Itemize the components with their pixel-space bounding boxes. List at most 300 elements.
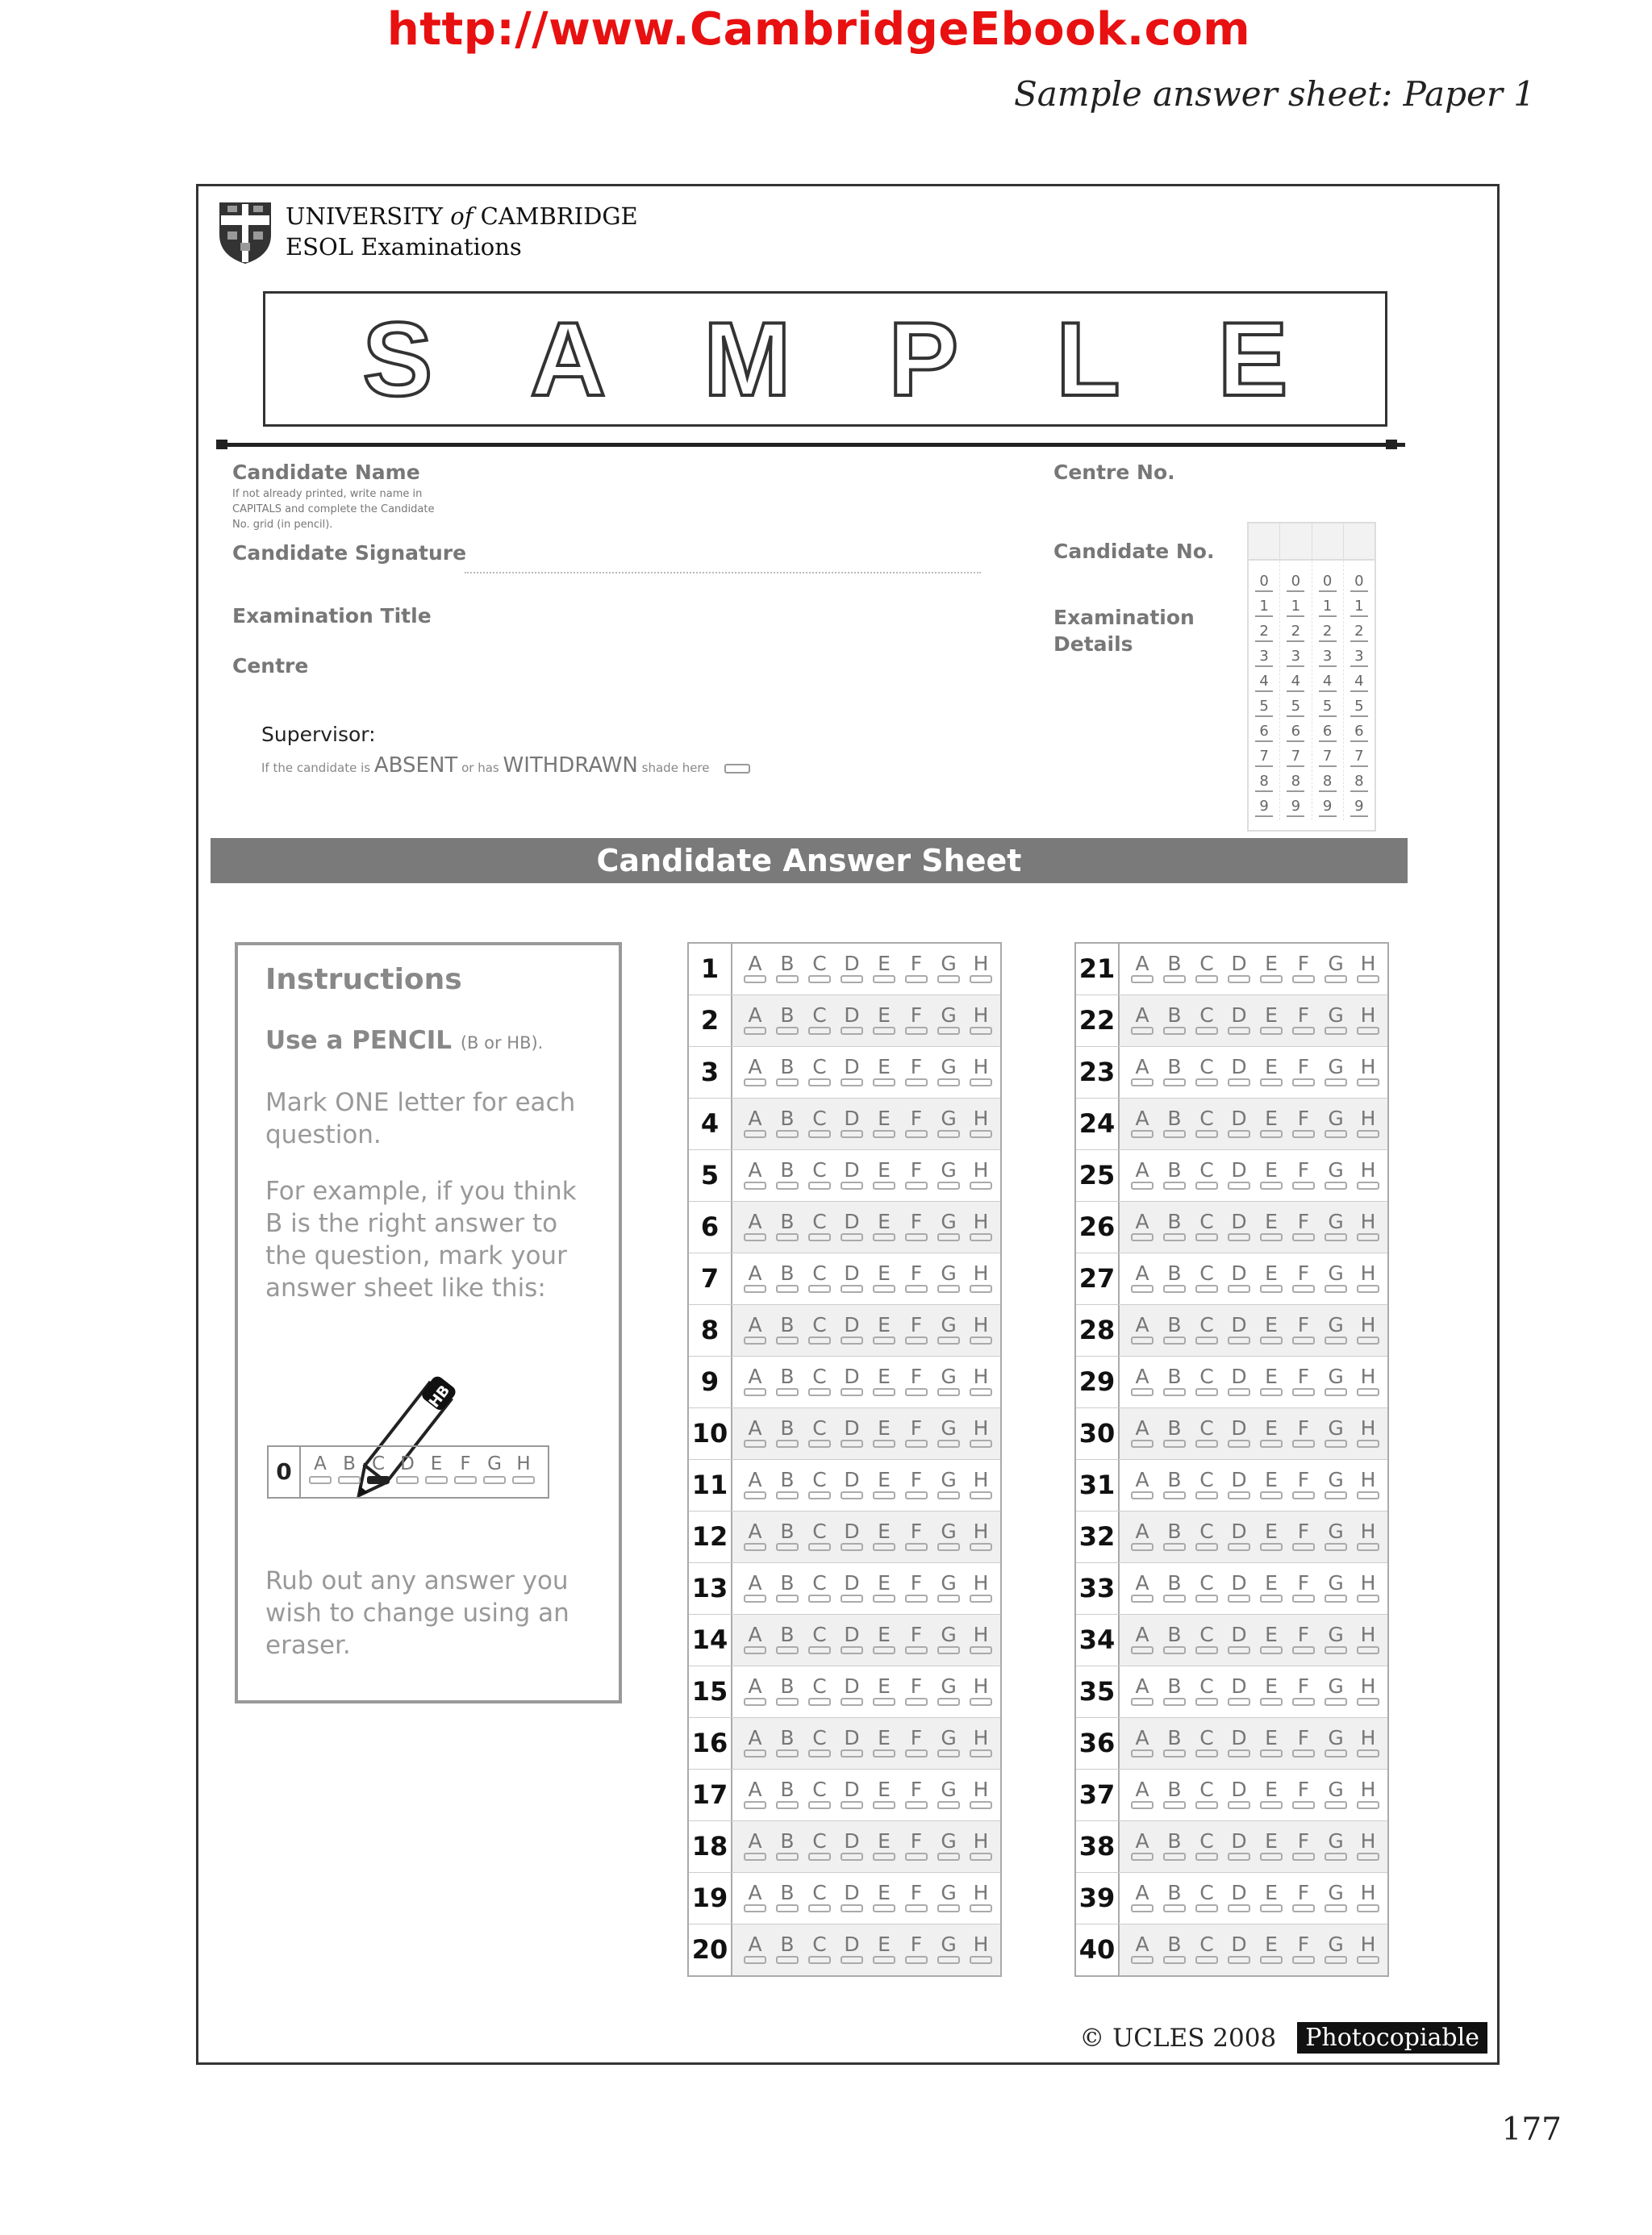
candidate-no-digit-bubble[interactable]: 6 bbox=[1285, 720, 1306, 745]
answer-bubble-b[interactable]: B bbox=[1158, 1305, 1191, 1356]
answer-bubble-g[interactable]: G bbox=[1320, 1202, 1352, 1253]
answer-bubble-g[interactable]: G bbox=[1320, 995, 1352, 1046]
answer-bubble-e[interactable]: E bbox=[868, 1770, 900, 1820]
answer-bubble-f[interactable]: F bbox=[900, 1202, 932, 1253]
answer-bubble-d[interactable]: D bbox=[1223, 1512, 1255, 1562]
candidate-no-digit-box[interactable] bbox=[1280, 523, 1312, 559]
answer-bubble-c[interactable]: C bbox=[1191, 1770, 1223, 1820]
answer-bubble-g[interactable]: G bbox=[1320, 1718, 1352, 1769]
answer-bubble-d[interactable]: D bbox=[1223, 995, 1255, 1046]
answer-bubble-e[interactable]: E bbox=[868, 1305, 900, 1356]
answer-bubble-f[interactable]: F bbox=[900, 1047, 932, 1098]
answer-bubble-h[interactable]: H bbox=[965, 1150, 997, 1201]
absent-shade-box[interactable] bbox=[724, 764, 750, 773]
answer-bubble-d[interactable]: D bbox=[836, 1924, 868, 1975]
answer-bubble-d[interactable]: D bbox=[836, 1563, 868, 1614]
answer-bubble-d[interactable]: D bbox=[836, 1047, 868, 1098]
candidate-no-digit-bubble[interactable]: 1 bbox=[1254, 595, 1274, 620]
answer-bubble-e[interactable]: E bbox=[868, 1357, 900, 1407]
answer-bubble-e[interactable]: E bbox=[868, 1460, 900, 1511]
answer-bubble-h[interactable]: H bbox=[1352, 1821, 1384, 1872]
answer-bubble-a[interactable]: A bbox=[739, 1460, 771, 1511]
answer-bubble-d[interactable]: D bbox=[1223, 1305, 1255, 1356]
answer-bubble-h[interactable]: H bbox=[1352, 1202, 1384, 1253]
answer-bubble-b[interactable]: B bbox=[771, 1099, 803, 1149]
answer-bubble-h[interactable]: H bbox=[965, 1253, 997, 1304]
answer-bubble-h[interactable]: H bbox=[1352, 1718, 1384, 1769]
answer-bubble-f[interactable]: F bbox=[1287, 1615, 1320, 1666]
answer-bubble-b[interactable]: B bbox=[771, 1253, 803, 1304]
answer-bubble-e[interactable]: E bbox=[868, 1099, 900, 1149]
answer-bubble-e[interactable]: E bbox=[868, 1718, 900, 1769]
answer-bubble-d[interactable]: D bbox=[836, 995, 868, 1046]
answer-bubble-a[interactable]: A bbox=[1126, 1770, 1158, 1820]
answer-bubble-a[interactable]: A bbox=[739, 1770, 771, 1820]
answer-bubble-c[interactable]: C bbox=[1191, 1150, 1223, 1201]
answer-bubble-a[interactable]: A bbox=[1126, 1666, 1158, 1717]
answer-bubble-c[interactable]: C bbox=[1191, 1666, 1223, 1717]
answer-bubble-c[interactable]: C bbox=[803, 1150, 836, 1201]
answer-bubble-b[interactable]: B bbox=[771, 1563, 803, 1614]
answer-bubble-e[interactable]: E bbox=[868, 1563, 900, 1614]
answer-bubble-h[interactable]: H bbox=[965, 1512, 997, 1562]
answer-bubble-d[interactable]: D bbox=[1223, 1099, 1255, 1149]
answer-bubble-e[interactable]: E bbox=[868, 1821, 900, 1872]
answer-bubble-g[interactable]: G bbox=[1320, 1357, 1352, 1407]
candidate-no-digit-bubble[interactable]: 6 bbox=[1254, 720, 1274, 745]
candidate-no-digit-bubble[interactable]: 9 bbox=[1349, 795, 1370, 820]
answer-bubble-c[interactable]: C bbox=[803, 1305, 836, 1356]
candidate-no-digit-bubble[interactable]: 9 bbox=[1317, 795, 1338, 820]
answer-bubble-d[interactable]: D bbox=[836, 1821, 868, 1872]
answer-bubble-a[interactable]: A bbox=[1126, 1150, 1158, 1201]
candidate-no-digit-bubble[interactable]: 8 bbox=[1285, 770, 1306, 795]
answer-bubble-c[interactable]: C bbox=[1191, 1873, 1223, 1924]
answer-bubble-c[interactable]: C bbox=[803, 1563, 836, 1614]
answer-bubble-h[interactable]: H bbox=[965, 1357, 997, 1407]
candidate-no-digit-bubble[interactable]: 3 bbox=[1254, 645, 1274, 670]
answer-bubble-e[interactable]: E bbox=[1255, 1563, 1287, 1614]
answer-bubble-d[interactable]: D bbox=[836, 1718, 868, 1769]
answer-bubble-c[interactable]: C bbox=[803, 1202, 836, 1253]
answer-bubble-g[interactable]: G bbox=[1320, 1666, 1352, 1717]
answer-bubble-f[interactable]: F bbox=[900, 1770, 932, 1820]
candidate-no-digit-bubble[interactable]: 8 bbox=[1349, 770, 1370, 795]
answer-bubble-f[interactable]: F bbox=[900, 1512, 932, 1562]
answer-bubble-d[interactable]: D bbox=[1223, 1770, 1255, 1820]
answer-bubble-b[interactable]: B bbox=[1158, 1873, 1191, 1924]
answer-bubble-d[interactable]: D bbox=[836, 1408, 868, 1459]
answer-bubble-g[interactable]: G bbox=[1320, 1615, 1352, 1666]
answer-bubble-f[interactable]: F bbox=[1287, 1563, 1320, 1614]
answer-bubble-c[interactable]: C bbox=[803, 1924, 836, 1975]
answer-bubble-e[interactable]: E bbox=[1255, 1305, 1287, 1356]
answer-bubble-c[interactable]: C bbox=[803, 1821, 836, 1872]
answer-bubble-g[interactable]: G bbox=[1320, 1512, 1352, 1562]
answer-bubble-e[interactable]: E bbox=[1255, 1460, 1287, 1511]
answer-bubble-d[interactable]: D bbox=[1223, 1873, 1255, 1924]
answer-bubble-b[interactable]: B bbox=[771, 1150, 803, 1201]
answer-bubble-a[interactable]: A bbox=[1126, 1099, 1158, 1149]
answer-bubble-c[interactable]: C bbox=[803, 1615, 836, 1666]
answer-bubble-c[interactable]: C bbox=[1191, 1718, 1223, 1769]
answer-bubble-a[interactable]: A bbox=[739, 944, 771, 994]
answer-bubble-c[interactable]: C bbox=[803, 1047, 836, 1098]
answer-bubble-c[interactable]: C bbox=[1191, 1460, 1223, 1511]
answer-bubble-g[interactable]: G bbox=[1320, 1924, 1352, 1975]
answer-bubble-g[interactable]: G bbox=[1320, 1821, 1352, 1872]
answer-bubble-e[interactable]: E bbox=[1255, 1047, 1287, 1098]
answer-bubble-a[interactable]: A bbox=[1126, 1718, 1158, 1769]
answer-bubble-b[interactable]: B bbox=[771, 1357, 803, 1407]
answer-bubble-c[interactable]: C bbox=[1191, 1202, 1223, 1253]
answer-bubble-e[interactable]: E bbox=[868, 1202, 900, 1253]
answer-bubble-e[interactable]: E bbox=[1255, 1770, 1287, 1820]
answer-bubble-h[interactable]: H bbox=[1352, 1666, 1384, 1717]
answer-bubble-e[interactable]: E bbox=[1255, 1924, 1287, 1975]
answer-bubble-b[interactable]: B bbox=[1158, 944, 1191, 994]
answer-bubble-d[interactable]: D bbox=[836, 1615, 868, 1666]
answer-bubble-d[interactable]: D bbox=[836, 1666, 868, 1717]
answer-bubble-b[interactable]: B bbox=[771, 1460, 803, 1511]
answer-bubble-c[interactable]: C bbox=[1191, 944, 1223, 994]
answer-bubble-a[interactable]: A bbox=[739, 1408, 771, 1459]
answer-bubble-h[interactable]: H bbox=[965, 1924, 997, 1975]
answer-bubble-f[interactable]: F bbox=[1287, 1357, 1320, 1407]
candidate-no-digit-bubble[interactable]: 3 bbox=[1317, 645, 1338, 670]
answer-bubble-c[interactable]: C bbox=[1191, 1253, 1223, 1304]
answer-bubble-g[interactable]: G bbox=[932, 1305, 965, 1356]
answer-bubble-e[interactable]: E bbox=[868, 1924, 900, 1975]
answer-bubble-h[interactable]: H bbox=[965, 995, 997, 1046]
candidate-no-digit-bubble[interactable]: 4 bbox=[1317, 670, 1338, 695]
answer-bubble-c[interactable]: C bbox=[803, 995, 836, 1046]
candidate-no-digit-bubble[interactable]: 7 bbox=[1349, 745, 1370, 770]
answer-bubble-f[interactable]: F bbox=[1287, 1099, 1320, 1149]
answer-bubble-g[interactable]: G bbox=[932, 1150, 965, 1201]
answer-bubble-f[interactable]: F bbox=[900, 944, 932, 994]
answer-bubble-g[interactable]: G bbox=[932, 1408, 965, 1459]
answer-bubble-g[interactable]: G bbox=[932, 995, 965, 1046]
answer-bubble-h[interactable]: H bbox=[1352, 1253, 1384, 1304]
answer-bubble-e[interactable]: E bbox=[1255, 1150, 1287, 1201]
answer-bubble-a[interactable]: A bbox=[1126, 1512, 1158, 1562]
answer-bubble-h[interactable]: H bbox=[1352, 1770, 1384, 1820]
answer-bubble-f[interactable]: F bbox=[1287, 1253, 1320, 1304]
answer-bubble-h[interactable]: H bbox=[1352, 1150, 1384, 1201]
answer-bubble-c[interactable]: C bbox=[803, 1666, 836, 1717]
answer-bubble-d[interactable]: D bbox=[1223, 1821, 1255, 1872]
candidate-no-digit-box[interactable] bbox=[1344, 523, 1375, 559]
answer-bubble-a[interactable]: A bbox=[1126, 1305, 1158, 1356]
answer-bubble-b[interactable]: B bbox=[771, 995, 803, 1046]
answer-bubble-e[interactable]: E bbox=[1255, 1718, 1287, 1769]
answer-bubble-b[interactable]: B bbox=[771, 1047, 803, 1098]
answer-bubble-g[interactable]: G bbox=[932, 1718, 965, 1769]
answer-bubble-f[interactable]: F bbox=[1287, 1770, 1320, 1820]
answer-bubble-h[interactable]: H bbox=[965, 1408, 997, 1459]
candidate-no-digit-bubble[interactable]: 4 bbox=[1349, 670, 1370, 695]
answer-bubble-b[interactable]: B bbox=[771, 1770, 803, 1820]
answer-bubble-d[interactable]: D bbox=[836, 1099, 868, 1149]
answer-bubble-b[interactable]: B bbox=[1158, 1615, 1191, 1666]
answer-bubble-f[interactable]: F bbox=[1287, 1202, 1320, 1253]
answer-bubble-e[interactable]: E bbox=[1255, 944, 1287, 994]
answer-bubble-a[interactable]: A bbox=[739, 1666, 771, 1717]
answer-bubble-f[interactable]: F bbox=[900, 1408, 932, 1459]
answer-bubble-g[interactable]: G bbox=[1320, 1253, 1352, 1304]
answer-bubble-f[interactable]: F bbox=[1287, 1512, 1320, 1562]
candidate-no-digit-bubble[interactable]: 1 bbox=[1317, 595, 1338, 620]
candidate-no-digit-bubble[interactable]: 2 bbox=[1254, 620, 1274, 645]
answer-bubble-e[interactable]: E bbox=[1255, 1099, 1287, 1149]
answer-bubble-e[interactable]: E bbox=[1255, 995, 1287, 1046]
answer-bubble-g[interactable]: G bbox=[932, 1563, 965, 1614]
answer-bubble-a[interactable]: A bbox=[739, 1202, 771, 1253]
answer-bubble-b[interactable]: B bbox=[771, 1924, 803, 1975]
answer-bubble-c[interactable]: C bbox=[803, 1460, 836, 1511]
candidate-no-digit-bubble[interactable]: 0 bbox=[1254, 570, 1274, 595]
answer-bubble-e[interactable]: E bbox=[868, 1150, 900, 1201]
candidate-no-digit-bubble[interactable]: 0 bbox=[1285, 570, 1306, 595]
answer-bubble-a[interactable]: A bbox=[739, 1150, 771, 1201]
candidate-no-digit-bubble[interactable]: 5 bbox=[1254, 695, 1274, 720]
answer-bubble-f[interactable]: F bbox=[900, 1615, 932, 1666]
candidate-no-digit-box[interactable] bbox=[1249, 523, 1280, 559]
answer-bubble-g[interactable]: G bbox=[1320, 1460, 1352, 1511]
answer-bubble-f[interactable]: F bbox=[1287, 1047, 1320, 1098]
answer-bubble-d[interactable]: D bbox=[1223, 1615, 1255, 1666]
answer-bubble-e[interactable]: E bbox=[1255, 1202, 1287, 1253]
answer-bubble-b[interactable]: B bbox=[1158, 1357, 1191, 1407]
answer-bubble-g[interactable]: G bbox=[1320, 1408, 1352, 1459]
candidate-no-digit-bubble[interactable]: 6 bbox=[1317, 720, 1338, 745]
answer-bubble-f[interactable]: F bbox=[900, 995, 932, 1046]
answer-bubble-b[interactable]: B bbox=[771, 1408, 803, 1459]
answer-bubble-c[interactable]: C bbox=[803, 944, 836, 994]
answer-bubble-g[interactable]: G bbox=[932, 1253, 965, 1304]
candidate-no-digit-bubble[interactable]: 9 bbox=[1285, 795, 1306, 820]
answer-bubble-a[interactable]: A bbox=[739, 1924, 771, 1975]
answer-bubble-b[interactable]: B bbox=[1158, 1563, 1191, 1614]
answer-bubble-g[interactable]: G bbox=[932, 1666, 965, 1717]
answer-bubble-h[interactable]: H bbox=[965, 1305, 997, 1356]
answer-bubble-b[interactable]: B bbox=[1158, 1770, 1191, 1820]
answer-bubble-a[interactable]: A bbox=[739, 1099, 771, 1149]
answer-bubble-h[interactable]: H bbox=[965, 1821, 997, 1872]
answer-bubble-b[interactable]: B bbox=[771, 1202, 803, 1253]
answer-bubble-a[interactable]: A bbox=[1126, 1821, 1158, 1872]
answer-bubble-f[interactable]: F bbox=[1287, 1460, 1320, 1511]
answer-bubble-c[interactable]: C bbox=[1191, 1099, 1223, 1149]
answer-bubble-f[interactable]: F bbox=[1287, 995, 1320, 1046]
answer-bubble-f[interactable]: F bbox=[900, 1666, 932, 1717]
answer-bubble-f[interactable]: F bbox=[1287, 1821, 1320, 1872]
candidate-no-digit-bubble[interactable]: 7 bbox=[1254, 745, 1274, 770]
answer-bubble-a[interactable]: A bbox=[739, 1253, 771, 1304]
answer-bubble-h[interactable]: H bbox=[1352, 1047, 1384, 1098]
answer-bubble-c[interactable]: C bbox=[1191, 1357, 1223, 1407]
answer-bubble-a[interactable]: A bbox=[1126, 1357, 1158, 1407]
candidate-no-digit-box[interactable] bbox=[1312, 523, 1344, 559]
answer-bubble-e[interactable]: E bbox=[1255, 1615, 1287, 1666]
answer-bubble-b[interactable]: B bbox=[1158, 995, 1191, 1046]
answer-bubble-b[interactable]: B bbox=[771, 1718, 803, 1769]
answer-bubble-b[interactable]: B bbox=[1158, 1460, 1191, 1511]
answer-bubble-h[interactable]: H bbox=[1352, 1305, 1384, 1356]
answer-bubble-h[interactable]: H bbox=[1352, 1460, 1384, 1511]
answer-bubble-d[interactable]: D bbox=[836, 1253, 868, 1304]
answer-bubble-g[interactable]: G bbox=[932, 1047, 965, 1098]
answer-bubble-f[interactable]: F bbox=[900, 1357, 932, 1407]
answer-bubble-d[interactable]: D bbox=[1223, 1202, 1255, 1253]
answer-bubble-e[interactable]: E bbox=[868, 1253, 900, 1304]
answer-bubble-d[interactable]: D bbox=[836, 1202, 868, 1253]
answer-bubble-b[interactable]: B bbox=[1158, 1099, 1191, 1149]
candidate-no-digit-bubble[interactable]: 9 bbox=[1254, 795, 1274, 820]
answer-bubble-e[interactable]: E bbox=[868, 1408, 900, 1459]
answer-bubble-e[interactable]: E bbox=[1255, 1873, 1287, 1924]
answer-bubble-f[interactable]: F bbox=[900, 1150, 932, 1201]
answer-bubble-a[interactable]: A bbox=[1126, 1047, 1158, 1098]
answer-bubble-c[interactable]: C bbox=[1191, 995, 1223, 1046]
answer-bubble-e[interactable]: E bbox=[1255, 1357, 1287, 1407]
answer-bubble-g[interactable]: G bbox=[932, 1924, 965, 1975]
answer-bubble-h[interactable]: H bbox=[1352, 1408, 1384, 1459]
answer-bubble-f[interactable]: F bbox=[900, 1305, 932, 1356]
signature-line[interactable] bbox=[465, 572, 981, 573]
answer-bubble-b[interactable]: B bbox=[1158, 1047, 1191, 1098]
answer-bubble-c[interactable]: C bbox=[803, 1873, 836, 1924]
answer-bubble-f[interactable]: F bbox=[900, 1821, 932, 1872]
answer-bubble-b[interactable]: B bbox=[771, 1305, 803, 1356]
answer-bubble-b[interactable]: B bbox=[1158, 1408, 1191, 1459]
answer-bubble-d[interactable]: D bbox=[1223, 1563, 1255, 1614]
answer-bubble-a[interactable]: A bbox=[739, 1563, 771, 1614]
answer-bubble-e[interactable]: E bbox=[1255, 1253, 1287, 1304]
answer-bubble-b[interactable]: B bbox=[1158, 1202, 1191, 1253]
answer-bubble-e[interactable]: E bbox=[868, 1615, 900, 1666]
answer-bubble-d[interactable]: D bbox=[1223, 1253, 1255, 1304]
answer-bubble-d[interactable]: D bbox=[836, 1460, 868, 1511]
answer-bubble-e[interactable]: E bbox=[868, 1512, 900, 1562]
candidate-no-digit-bubble[interactable]: 3 bbox=[1285, 645, 1306, 670]
answer-bubble-g[interactable]: G bbox=[1320, 944, 1352, 994]
answer-bubble-h[interactable]: H bbox=[965, 1460, 997, 1511]
candidate-no-digit-bubble[interactable]: 2 bbox=[1285, 620, 1306, 645]
answer-bubble-f[interactable]: F bbox=[1287, 1873, 1320, 1924]
answer-bubble-a[interactable]: A bbox=[739, 1512, 771, 1562]
answer-bubble-g[interactable]: G bbox=[932, 1357, 965, 1407]
answer-bubble-a[interactable]: A bbox=[1126, 1873, 1158, 1924]
answer-bubble-e[interactable]: E bbox=[868, 1047, 900, 1098]
answer-bubble-h[interactable]: H bbox=[1352, 1512, 1384, 1562]
answer-bubble-g[interactable]: G bbox=[932, 1512, 965, 1562]
candidate-no-digit-bubble[interactable]: 1 bbox=[1349, 595, 1370, 620]
answer-bubble-d[interactable]: D bbox=[1223, 1666, 1255, 1717]
candidate-no-digit-bubble[interactable]: 5 bbox=[1317, 695, 1338, 720]
answer-bubble-g[interactable]: G bbox=[932, 944, 965, 994]
answer-bubble-g[interactable]: G bbox=[1320, 1047, 1352, 1098]
answer-bubble-h[interactable]: H bbox=[965, 1047, 997, 1098]
answer-bubble-d[interactable]: D bbox=[836, 1357, 868, 1407]
answer-bubble-h[interactable]: H bbox=[965, 1770, 997, 1820]
answer-bubble-b[interactable]: B bbox=[771, 1615, 803, 1666]
answer-bubble-h[interactable]: H bbox=[965, 1563, 997, 1614]
source-url[interactable]: http://www.CambridgeEbook.com bbox=[386, 3, 1251, 56]
candidate-no-digit-bubble[interactable]: 8 bbox=[1254, 770, 1274, 795]
answer-bubble-d[interactable]: D bbox=[1223, 1718, 1255, 1769]
answer-bubble-e[interactable]: E bbox=[1255, 1821, 1287, 1872]
answer-bubble-a[interactable]: A bbox=[1126, 1615, 1158, 1666]
answer-bubble-f[interactable]: F bbox=[1287, 1718, 1320, 1769]
answer-bubble-a[interactable]: A bbox=[739, 1305, 771, 1356]
answer-bubble-h[interactable]: H bbox=[1352, 995, 1384, 1046]
answer-bubble-f[interactable]: F bbox=[900, 1253, 932, 1304]
answer-bubble-a[interactable]: A bbox=[739, 1047, 771, 1098]
answer-bubble-f[interactable]: F bbox=[900, 1873, 932, 1924]
answer-bubble-h[interactable]: H bbox=[1352, 1099, 1384, 1149]
answer-bubble-h[interactable]: H bbox=[965, 944, 997, 994]
answer-bubble-c[interactable]: C bbox=[803, 1099, 836, 1149]
answer-bubble-b[interactable]: B bbox=[1158, 1150, 1191, 1201]
answer-bubble-f[interactable]: F bbox=[1287, 944, 1320, 994]
answer-bubble-d[interactable]: D bbox=[1223, 1150, 1255, 1201]
candidate-no-digit-bubble[interactable]: 1 bbox=[1285, 595, 1306, 620]
candidate-no-digit-bubble[interactable]: 2 bbox=[1349, 620, 1370, 645]
answer-bubble-d[interactable]: D bbox=[836, 1873, 868, 1924]
candidate-no-digit-bubble[interactable]: 4 bbox=[1254, 670, 1274, 695]
answer-bubble-f[interactable]: F bbox=[1287, 1305, 1320, 1356]
answer-bubble-e[interactable]: E bbox=[868, 1666, 900, 1717]
answer-bubble-f[interactable]: F bbox=[900, 1460, 932, 1511]
answer-bubble-g[interactable]: G bbox=[1320, 1150, 1352, 1201]
answer-bubble-h[interactable]: H bbox=[1352, 1924, 1384, 1975]
answer-bubble-b[interactable]: B bbox=[1158, 1821, 1191, 1872]
answer-bubble-h[interactable]: H bbox=[965, 1718, 997, 1769]
answer-bubble-f[interactable]: F bbox=[900, 1718, 932, 1769]
candidate-no-digit-bubble[interactable]: 3 bbox=[1349, 645, 1370, 670]
answer-bubble-a[interactable]: A bbox=[1126, 1460, 1158, 1511]
answer-bubble-a[interactable]: A bbox=[1126, 1202, 1158, 1253]
answer-bubble-a[interactable]: A bbox=[739, 1357, 771, 1407]
answer-bubble-b[interactable]: B bbox=[1158, 1253, 1191, 1304]
answer-bubble-f[interactable]: F bbox=[900, 1099, 932, 1149]
answer-bubble-h[interactable]: H bbox=[965, 1615, 997, 1666]
answer-bubble-c[interactable]: C bbox=[803, 1253, 836, 1304]
answer-bubble-f[interactable]: F bbox=[1287, 1408, 1320, 1459]
candidate-no-digit-bubble[interactable]: 0 bbox=[1317, 570, 1338, 595]
answer-bubble-a[interactable]: A bbox=[739, 995, 771, 1046]
candidate-no-digit-bubble[interactable]: 2 bbox=[1317, 620, 1338, 645]
answer-bubble-c[interactable]: C bbox=[803, 1357, 836, 1407]
candidate-no-digit-bubble[interactable]: 0 bbox=[1349, 570, 1370, 595]
answer-bubble-h[interactable]: H bbox=[1352, 1563, 1384, 1614]
answer-bubble-e[interactable]: E bbox=[1255, 1666, 1287, 1717]
answer-bubble-a[interactable]: A bbox=[739, 1873, 771, 1924]
answer-bubble-d[interactable]: D bbox=[1223, 944, 1255, 994]
answer-bubble-a[interactable]: A bbox=[1126, 1563, 1158, 1614]
answer-bubble-b[interactable]: B bbox=[771, 1666, 803, 1717]
candidate-no-digit-bubble[interactable]: 5 bbox=[1285, 695, 1306, 720]
answer-bubble-b[interactable]: B bbox=[771, 1873, 803, 1924]
answer-bubble-c[interactable]: C bbox=[1191, 1408, 1223, 1459]
answer-bubble-a[interactable]: A bbox=[1126, 1408, 1158, 1459]
answer-bubble-d[interactable]: D bbox=[1223, 1357, 1255, 1407]
answer-bubble-c[interactable]: C bbox=[803, 1512, 836, 1562]
answer-bubble-b[interactable]: B bbox=[771, 1512, 803, 1562]
answer-bubble-c[interactable]: C bbox=[1191, 1512, 1223, 1562]
